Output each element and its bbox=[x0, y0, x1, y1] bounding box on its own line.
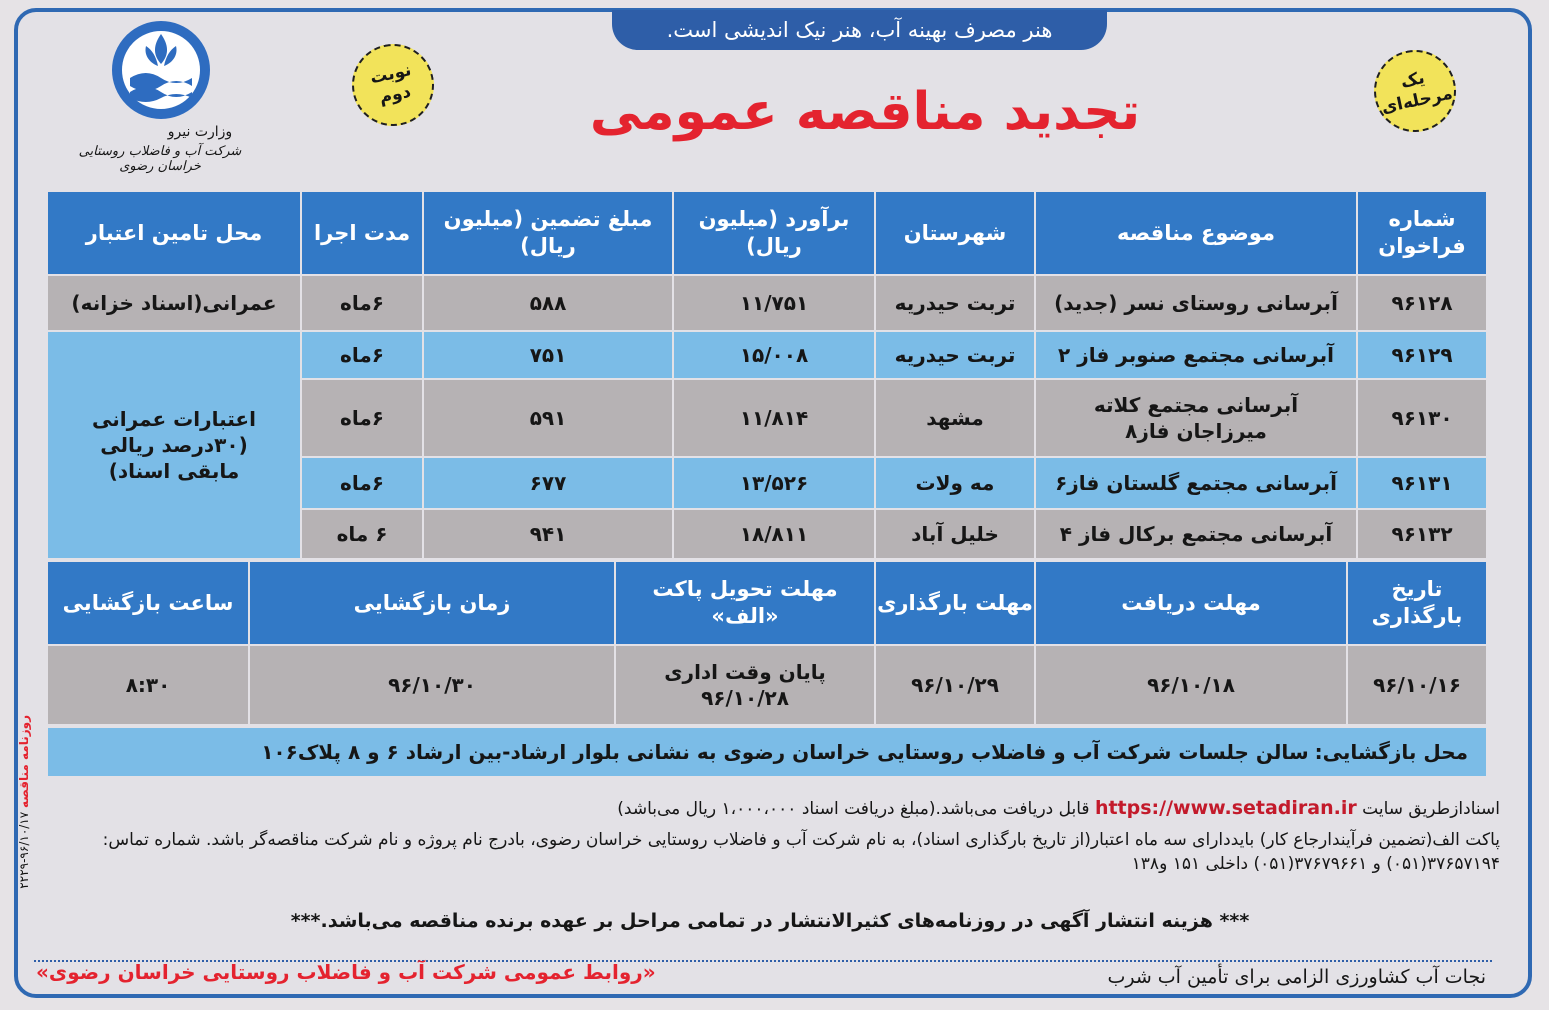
row2-subject: آبرسانی مجتمع صنوبر فاز ۲ bbox=[1036, 332, 1356, 378]
opening-date-value: ۹۶/۱۰/۳۰ bbox=[250, 646, 614, 724]
row5-guarantee: ۹۴۱ bbox=[424, 510, 672, 558]
ministry-name: وزارت نیرو bbox=[167, 124, 233, 140]
row4-guarantee: ۶۷۷ bbox=[424, 458, 672, 508]
venue-address: سالن جلسات شرکت آب و فاضلاب روستایی خراسان رضوی به نشانی بلوار ارشاد-بین ارشاد ۶ و ۸ پلاک۱۰۶ bbox=[261, 740, 1309, 764]
row4-duration: ۶ماه bbox=[302, 458, 422, 508]
company-name: شرکت آب و فاضلاب روستایی خراسان رضوی bbox=[78, 144, 242, 174]
row3-duration: ۶ماه bbox=[302, 380, 422, 456]
bottom-slogan: نجات آب کشاورزی الزامی برای تأمین آب شرب bbox=[1107, 966, 1486, 988]
top-slogan: هنر مصرف بهینه آب، هنر نیک اندیشی است. bbox=[612, 10, 1107, 50]
row2-estimate: ۱۵/۰۰۸ bbox=[674, 332, 874, 378]
receive-deadline-value: ۹۶/۱۰/۱۸ bbox=[1036, 646, 1346, 724]
row2-city: تربت حیدریه bbox=[876, 332, 1034, 378]
row1-guarantee: ۵۸۸ bbox=[424, 276, 672, 330]
row1-city: تربت حیدریه bbox=[876, 276, 1034, 330]
one-stage-badge: یک مرحله‌ای bbox=[1366, 42, 1463, 139]
row3-subject: آبرسانی مجتمع کلاته میرزاجان فاز۸ bbox=[1036, 380, 1356, 456]
row3-estimate: ۱۱/۸۱۴ bbox=[674, 380, 874, 456]
row2-duration: ۶ماه bbox=[302, 332, 422, 378]
side-stamp bbox=[17, 715, 31, 889]
row1-subject: آبرسانی روستای نسر (جدید) bbox=[1036, 276, 1356, 330]
documents-note bbox=[40, 796, 1500, 821]
header-duration: مدت اجرا bbox=[302, 192, 422, 274]
row5-estimate: ۱۸/۸۱۱ bbox=[674, 510, 874, 558]
row5-city: خلیل آباد bbox=[876, 510, 1034, 558]
header-guarantee: مبلغ تضمین (میلیون ریال) bbox=[424, 192, 672, 274]
upload-date-value: ۹۶/۱۰/۱۶ bbox=[1348, 646, 1486, 724]
row2-number: ۹۶۱۲۹ bbox=[1358, 332, 1486, 378]
row1-funding: عمرانی(اسناد خزانه) bbox=[48, 276, 300, 330]
row5-duration: ۶ ماه bbox=[302, 510, 422, 558]
packet-deadline-value: پایان وقت اداری ۹۶/۱۰/۲۸ bbox=[616, 646, 874, 724]
row1-duration: ۶ماه bbox=[302, 276, 422, 330]
upload-deadline-value: ۹۶/۱۰/۲۹ bbox=[876, 646, 1034, 724]
header-upload-deadline: مهلت بارگذاری bbox=[876, 562, 1034, 644]
row3-number: ۹۶۱۳۰ bbox=[1358, 380, 1486, 456]
header-estimate: برآورد (میلیون ریال) bbox=[674, 192, 874, 274]
header-opening-time: ساعت بازگشایی bbox=[48, 562, 248, 644]
setadiran-link[interactable]: https://www.setadiran.ir bbox=[1094, 797, 1357, 819]
row2-guarantee: ۷۵۱ bbox=[424, 332, 672, 378]
row4-estimate: ۱۳/۵۲۶ bbox=[674, 458, 874, 508]
packet-note: پاکت الف(تضمین فرآیندارجاع کار) بایددارای سه ماه اعتبار(از تاریخ بارگذاری اسناد)، به نام شرکت آب و فاضلاب روستایی خراسان رضوی، بادرج نام پروژه و نام شرکت مناقصه‌گر باشد. شماره تماس: ۳۷۶۵۷۱۹۴(۰۵۱) و ۳۷۶۷۹۶۶۱(۰۵۱) داخلی ۱۵۱ و۱۳۸ bbox=[102, 830, 1500, 874]
row4-number: ۹۶۱۳۱ bbox=[1358, 458, 1486, 508]
row3-guarantee: ۵۹۱ bbox=[424, 380, 672, 456]
header-funding: محل تامین اعتبار bbox=[48, 192, 300, 274]
row1-estimate: ۱۱/۷۵۱ bbox=[674, 276, 874, 330]
water-company-logo-icon bbox=[106, 20, 216, 120]
header-number: شماره فراخوان bbox=[1358, 192, 1486, 274]
header-packet-deadline: مهلت تحویل پاکت «الف» bbox=[616, 562, 874, 644]
row1-number: ۹۶۱۲۸ bbox=[1358, 276, 1486, 330]
row3-city: مشهد bbox=[876, 380, 1034, 456]
row4-city: مه ولات bbox=[876, 458, 1034, 508]
documents-prefix: اسنادازطریق سایت bbox=[1362, 799, 1500, 819]
page-title: تجدید مناقصه عمومی bbox=[589, 82, 1141, 142]
opening-time-value: ۸:۳۰ bbox=[48, 646, 248, 724]
newspaper-code: ۹۶/۱۰/۱۷-۲۲۲۹ bbox=[17, 811, 31, 889]
newspaper-name: روزنامه مناقصه bbox=[17, 715, 31, 808]
header-receive-deadline: مهلت دریافت bbox=[1036, 562, 1346, 644]
row4-subject: آبرسانی مجتمع گلستان فاز۶ bbox=[1036, 458, 1356, 508]
venue-label: محل بازگشایی: bbox=[1314, 740, 1468, 764]
header-upload-date: تاریخ بارگذاری bbox=[1348, 562, 1486, 644]
second-round-badge: نوبت دوم bbox=[344, 36, 441, 133]
documents-suffix: قابل دریافت می‌باشد.(مبلغ دریافت اسناد ۱،۰۰۰،۰۰۰ ریال می‌باشد) bbox=[617, 799, 1090, 819]
header-opening-date: زمان بازگشایی bbox=[250, 562, 614, 644]
header-city: شهرستان bbox=[876, 192, 1034, 274]
opening-venue bbox=[48, 728, 1486, 776]
row5-subject: آبرسانی مجتمع برکال فاز ۴ bbox=[1036, 510, 1356, 558]
public-relations-signature: «روابط عمومی شرکت آب و فاضلاب روستایی خراسان رضوی» bbox=[36, 960, 656, 984]
funding-merged-cell: اعتبارات عمرانی (۳۰درصد ریالی مابقی اسناد) bbox=[48, 332, 300, 558]
header-subject: موضوع مناقصه bbox=[1036, 192, 1356, 274]
row5-number: ۹۶۱۳۲ bbox=[1358, 510, 1486, 558]
cost-note: *** هزینه انتشار آگهی در روزنامه‌های کثیرالانتشار در تمامی مراحل بر عهده برنده مناقصه می‌باشد.*** bbox=[290, 910, 1250, 932]
